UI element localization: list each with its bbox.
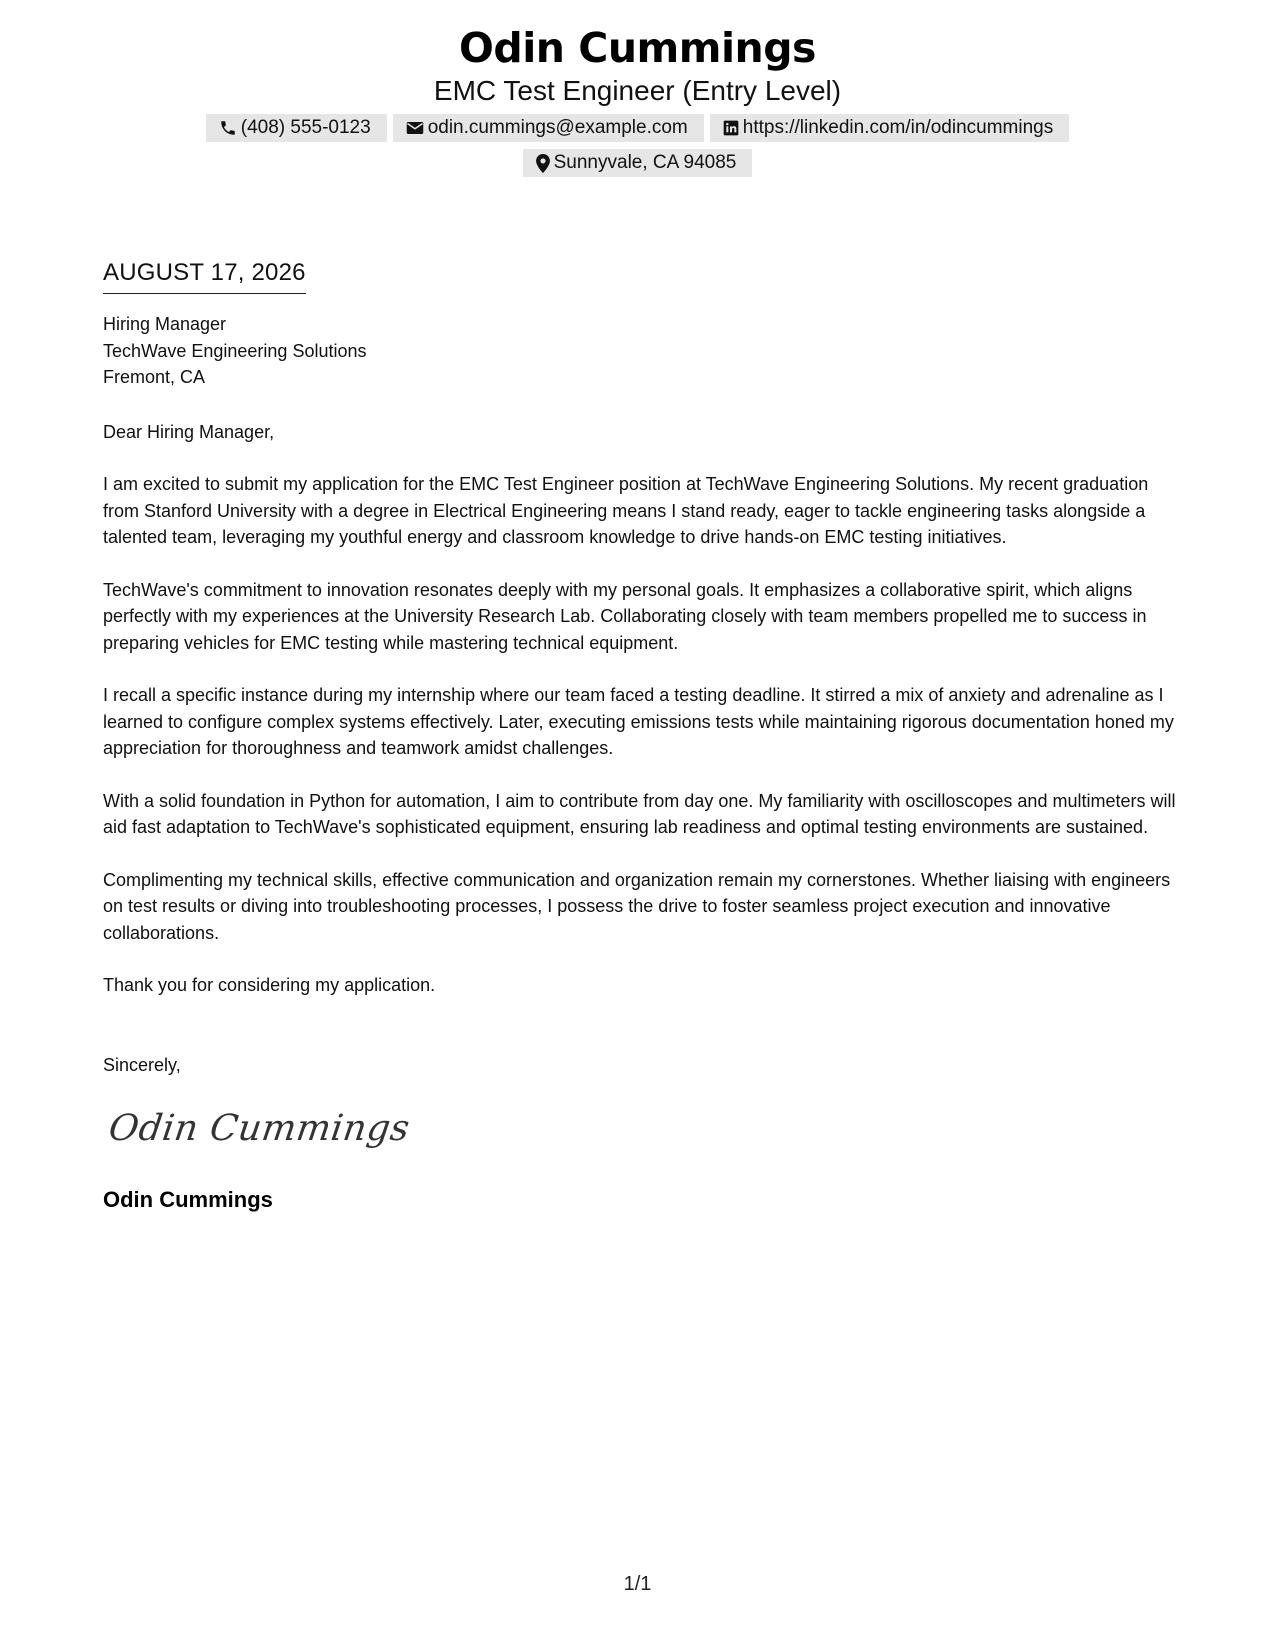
contact-email <box>393 114 704 142</box>
body-paragraph: TechWave's commitment to innovation resonates deeply with my personal goals. It emphasizes a collaborative spirit, which aligns perfectly with my experiences at the University Research Lab. Collaborating closely with team members propelled me to success in preparing vehicles for EMC testing while mastering technical equipment. <box>103 579 1147 653</box>
map-marker-icon <box>536 154 550 173</box>
salutation: Dear Hiring Manager, <box>103 421 275 442</box>
recipient-block <box>103 311 1178 391</box>
contact-row-secondary <box>0 149 1275 177</box>
phone-text: (408) 555-0123 <box>240 117 371 138</box>
letter-header <box>0 22 1275 177</box>
recipient-company: TechWave Engineering Solutions <box>103 340 367 361</box>
body-paragraph: Complimenting my technical skills, effective communication and organization remain my cornerstones. Whether liaising with engineers on test results or diving into troubleshooting processes, I possess the drive to foster seamless project execution and innovative collaborations. <box>103 869 1171 943</box>
phone-icon <box>219 119 237 137</box>
letter-date: AUGUST 17, 2026 <box>103 258 306 294</box>
body-paragraph: With a solid foundation in Python for automation, I aim to contribute from day one. My familiarity with oscilloscopes and multimeters will aid fast adaptation to TechWave's sophisticated equipment, ensuring lab readiness and optimal testing environments are sustained. <box>103 790 1176 837</box>
signer-name: Odin Cummings <box>103 1187 273 1212</box>
recipient-location: Fremont, CA <box>103 367 206 387</box>
contact-row-primary <box>0 114 1275 142</box>
recipient-line: Hiring Manager <box>103 314 227 334</box>
linkedin-text: https://linkedin.com/in/odincummings <box>742 117 1054 138</box>
body-paragraph: I recall a specific instance during my internship where our team faced a testing deadline. It stirred a mix of anxiety and adrenaline as I learned to configure complex systems effectively. Later, executing emissions tests while maintaining rigorous documentation honed my appreciation for thoroughness and teamwork amidst challenges. <box>103 685 1174 758</box>
contact-location <box>523 149 753 177</box>
handwritten-signature: Odin Cummings <box>106 1108 413 1149</box>
applicant-name: Odin Cummings <box>459 24 816 72</box>
body-paragraph: I am excited to submit my application for the EMC Test Engineer position at TechWave Engineering Solutions. My recent graduation from Stanford University with a degree in Electrical Engineering means I stand ready, eager to tackle engineering tasks alongside a talented team, leveraging my youthful energy and classroom knowledge to drive hands-on EMC testing initiatives. <box>103 474 1149 547</box>
location-text: Sunnyvale, CA 94085 <box>553 152 737 173</box>
job-title: EMC Test Engineer (Entry Level) <box>433 75 842 106</box>
thanks-line: Thank you for considering my application. <box>103 975 436 995</box>
email-text: odin.cummings@example.com <box>427 117 688 138</box>
letter-body <box>103 258 1178 1214</box>
contact-phone <box>206 114 387 142</box>
page-number: 1/1 <box>623 1573 652 1595</box>
closing: Sincerely, <box>103 1054 181 1075</box>
envelope-icon <box>406 120 424 136</box>
linkedin-icon <box>723 120 739 136</box>
contact-linkedin <box>710 114 1069 142</box>
